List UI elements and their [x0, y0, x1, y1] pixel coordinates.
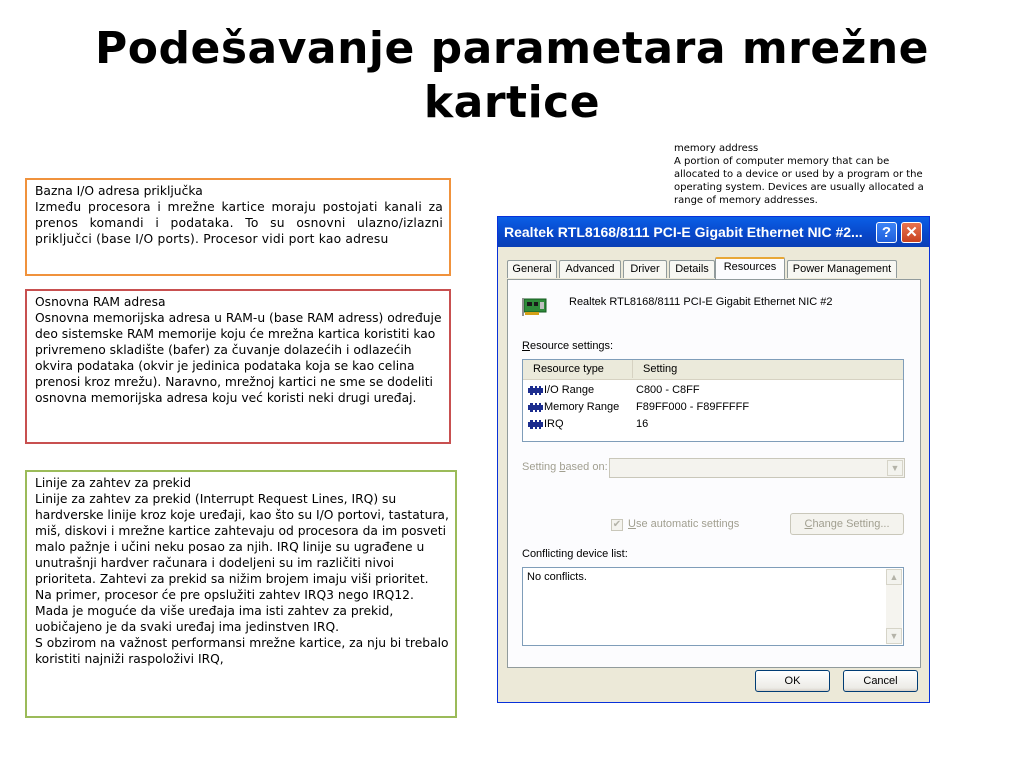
- tab-advanced[interactable]: Advanced: [559, 260, 621, 278]
- conflicts-scrollbar[interactable]: [886, 569, 902, 644]
- tab-general[interactable]: General: [507, 260, 557, 278]
- setting-based-on-post: ased on:: [565, 461, 608, 473]
- io-address-heading: Bazna I/O adresa priključka: [35, 184, 203, 198]
- help-icon: ?: [881, 224, 892, 241]
- setting-based-on-pre: Setting: [522, 461, 560, 473]
- tab-resources[interactable]: Resources: [715, 257, 785, 279]
- resource-settings-label-text: esource settings:: [529, 340, 614, 352]
- resource-type: I/O Range: [544, 384, 595, 396]
- resource-settings-list[interactable]: [522, 359, 904, 442]
- irq-text: Linije za zahtev za prekid (Interrupt Request Lines, IRQ) su hardverske linije kroz koje uređaji, kao što su I/O portovi, tastatura, miš, diskovi i mrežne kartice zahtevaju od procesora da im posveti malo pažnje i učini neku posao za njih. IRQ linije su ugrađene u unutrašnji hardver računara i dodeljeni su im različiti nivoi prioriteta. Zahtevi za prekid sa nižim brojem imaju viši prioritet. Na primer, procesor će pre opslužiti zahtev IRQ3 nego IRQ12. Mada je moguće da više uređaja ima isti zahtev za prekid, uobičajeno je da svaki uređaj ima jedinstven IRQ.: [35, 492, 449, 634]
- irq-text-2: S obzirom na važnost performansi mrežne kartice, za nju bi trebalo koristiti najniži raspoloživi IRQ,: [35, 636, 449, 666]
- io-address-box: [25, 178, 451, 276]
- device-properties-dialog: [497, 216, 930, 703]
- memory-address-tooltip: [674, 142, 924, 207]
- slide-title-line1: Podešavanje parametara mrežne: [95, 23, 929, 74]
- use-automatic-settings-checkbox[interactable]: ✔: [612, 519, 622, 530]
- slide-title-line2: kartice: [423, 77, 601, 128]
- io-address-text: Između procesora i mrežne kartice moraju postojati kanali za prenos komandi i podataka. To su osnovni ulazno/izlazni priključci (base I/O ports). Procesor vidi port kao adresu: [35, 200, 443, 246]
- use-auto-text: se automatic settings: [635, 518, 740, 530]
- column-resource-type[interactable]: Resource type: [523, 360, 633, 378]
- device-name: Realtek RTL8168/8111 PCI-E Gigabit Ethernet NIC #2: [569, 296, 833, 308]
- ram-address-box: [25, 289, 451, 444]
- resource-row[interactable]: [523, 399, 903, 416]
- setting-based-on-label: [522, 461, 608, 473]
- tab-driver[interactable]: Driver: [623, 260, 667, 278]
- help-button[interactable]: [876, 222, 897, 243]
- resource-chip-icon: [528, 386, 543, 395]
- resource-setting: 16: [636, 418, 649, 430]
- network-card-icon: [522, 297, 550, 317]
- resource-setting: C800 - C8FF: [636, 384, 700, 396]
- setting-based-on-select[interactable]: [609, 458, 905, 478]
- conflicting-device-list[interactable]: [522, 567, 904, 646]
- tab-details[interactable]: Details: [669, 260, 715, 278]
- irq-heading: Linije za zahtev za prekid: [35, 476, 192, 490]
- resource-chip-icon: [528, 403, 543, 412]
- change-setting-text: hange Setting...: [812, 518, 890, 530]
- close-button[interactable]: [901, 222, 922, 243]
- scroll-down-icon[interactable]: ▼: [886, 628, 902, 644]
- slide-title: [0, 22, 1024, 130]
- chevron-down-icon[interactable]: ▼: [887, 460, 903, 476]
- use-auto-accel: U: [628, 518, 636, 530]
- resource-chip-icon: [528, 420, 543, 429]
- ram-address-text: Osnovna memorijska adresa u RAM-u (base RAM adress) određuje deo sistemske RAM memorije koju će mrežna kartica koristiti kao privremeno skladište (bafer) za čuvanje dolazećih i odlazećih okvira podataka (okvir je jedinica podataka koja se kao celina prenosi kroz mrežu). Naravno, mrežnoj kartici ne sme se dodeliti osnovna memorijska adresa koju već koristi neki drugi uređaj.: [35, 311, 442, 405]
- resource-settings-label: [522, 340, 613, 352]
- resource-row[interactable]: [523, 382, 903, 399]
- close-icon: ✕: [905, 224, 918, 241]
- dialog-titlebar[interactable]: [498, 217, 929, 247]
- resource-setting: F89FF000 - F89FFFFF: [636, 401, 750, 413]
- tooltip-text: A portion of computer memory that can be allocated to a device or used by a program or the operating system. Devices are usually allocated a range of memory addresses.: [674, 156, 924, 206]
- conflicting-device-list-label: Conflicting device list:: [522, 548, 628, 560]
- setting-based-on-accel: b: [559, 461, 566, 473]
- tab-power-management[interactable]: Power Management: [787, 260, 897, 278]
- resource-type: Memory Range: [544, 401, 620, 413]
- irq-box: [25, 470, 457, 718]
- scroll-up-icon[interactable]: ▲: [886, 569, 902, 585]
- change-setting-accel: C: [804, 518, 813, 530]
- column-setting[interactable]: Setting: [643, 363, 678, 375]
- conflicts-text: No conflicts.: [527, 571, 587, 583]
- tooltip-heading: memory address: [674, 143, 759, 154]
- resource-type: IRQ: [544, 418, 564, 430]
- use-automatic-settings-label[interactable]: [628, 518, 739, 530]
- list-header: [523, 360, 903, 380]
- ram-address-heading: Osnovna RAM adresa: [35, 295, 166, 309]
- cancel-button[interactable]: Cancel: [843, 670, 918, 692]
- resource-settings-accel: R: [522, 340, 530, 352]
- resource-row[interactable]: [523, 416, 903, 433]
- dialog-title: Realtek RTL8168/8111 PCI-E Gigabit Ethernet NIC #2...: [504, 224, 863, 240]
- ok-button[interactable]: OK: [755, 670, 830, 692]
- resources-panel: [507, 279, 921, 668]
- change-setting-button[interactable]: [790, 513, 904, 535]
